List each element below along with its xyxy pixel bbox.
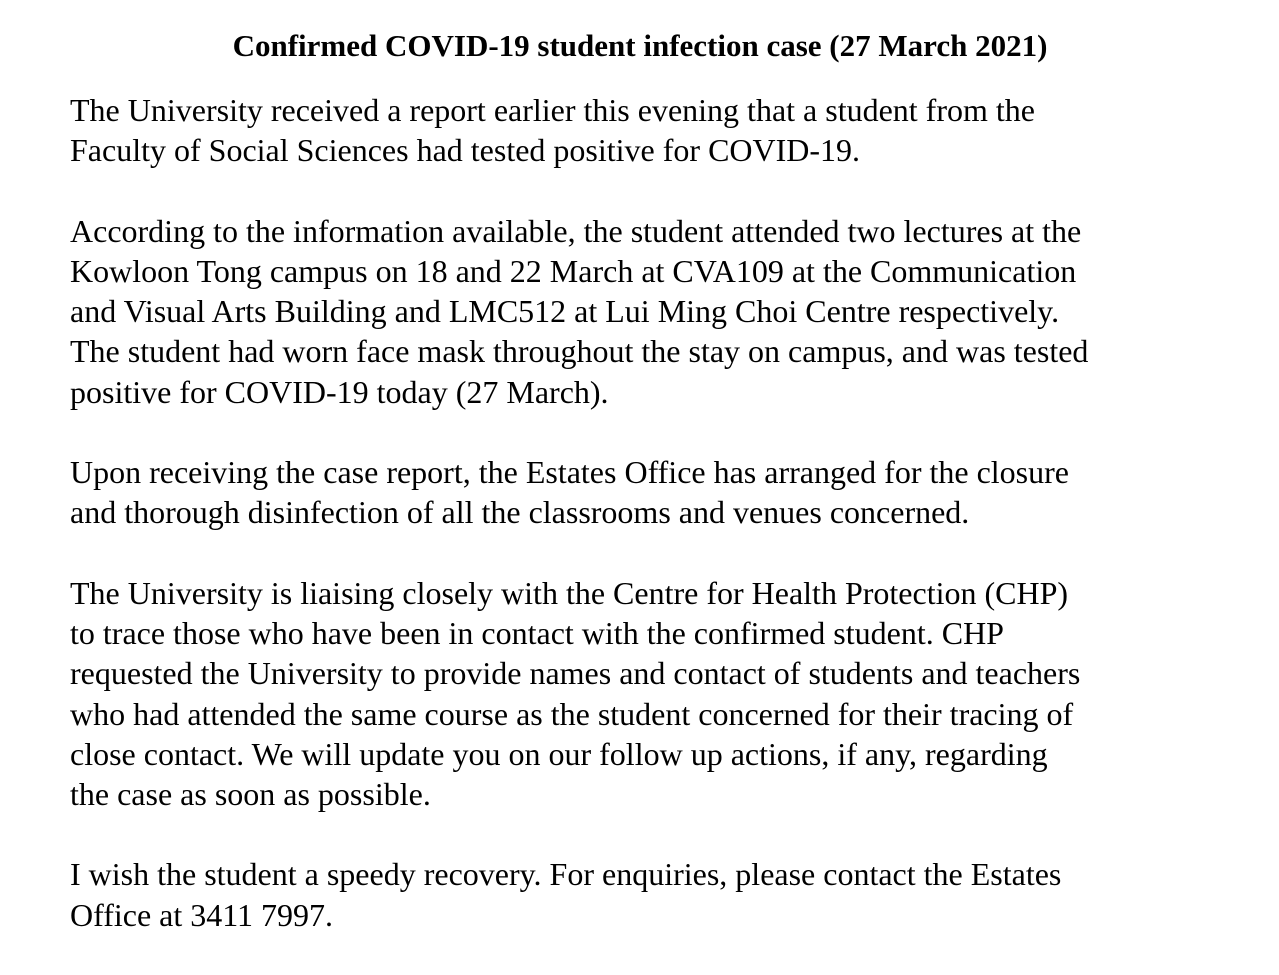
text-line: Office at 3411 7997. <box>70 896 334 933</box>
text-line: The student had worn face mask throughout the stay on campus, and was tested <box>70 333 1089 370</box>
document-body <box>70 26 1220 975</box>
text-line: positive for COVID-19 today (27 March). <box>70 373 609 410</box>
text-line: Kowloon Tong campus on 18 and 22 March at CVA109 at the Communication <box>70 252 1077 289</box>
text-line: The University is liaising closely with the Centre for Health Protection (CHP) <box>70 574 1069 611</box>
text-line: The University received a report earlier this evening that a student from the <box>70 92 1035 128</box>
text-line: I wish the student a speedy recovery. For enquiries, please contact the Estates <box>70 856 1062 893</box>
paragraph-disinfection <box>70 452 1220 533</box>
text-line: close contact. We will update you on our follow up actions, if any, regarding <box>70 735 1048 772</box>
text-line: to trace those who have been in contact with the confirmed student. CHP <box>70 614 1004 651</box>
text-line: the case as soon as possible. <box>70 776 431 813</box>
paragraph-enquiries <box>70 854 1220 935</box>
text-line: and thorough disinfection of all the classrooms and venues concerned. <box>70 494 970 531</box>
text-line: and Visual Arts Building and LMC512 at Lui Ming Choi Centre respectively. <box>70 293 1060 330</box>
text-line: According to the information available, the student attended two lectures at the <box>70 212 1082 249</box>
text-line: who had attended the same course as the student concerned for their tracing of <box>70 695 1074 732</box>
paragraph-contact-tracing <box>70 573 1220 815</box>
paragraph-report <box>70 90 1220 171</box>
document-title: Confirmed COVID-19 student infection case (27 March 2021) <box>232 28 1048 63</box>
paragraph-details <box>70 211 1220 412</box>
text-line: Faculty of Social Sciences had tested positive for COVID-19. <box>70 132 861 169</box>
text-line: Upon receiving the case report, the Estates Office has arranged for the closure <box>70 454 1069 491</box>
text-line: requested the University to provide names and contact of students and teachers <box>70 655 1081 692</box>
